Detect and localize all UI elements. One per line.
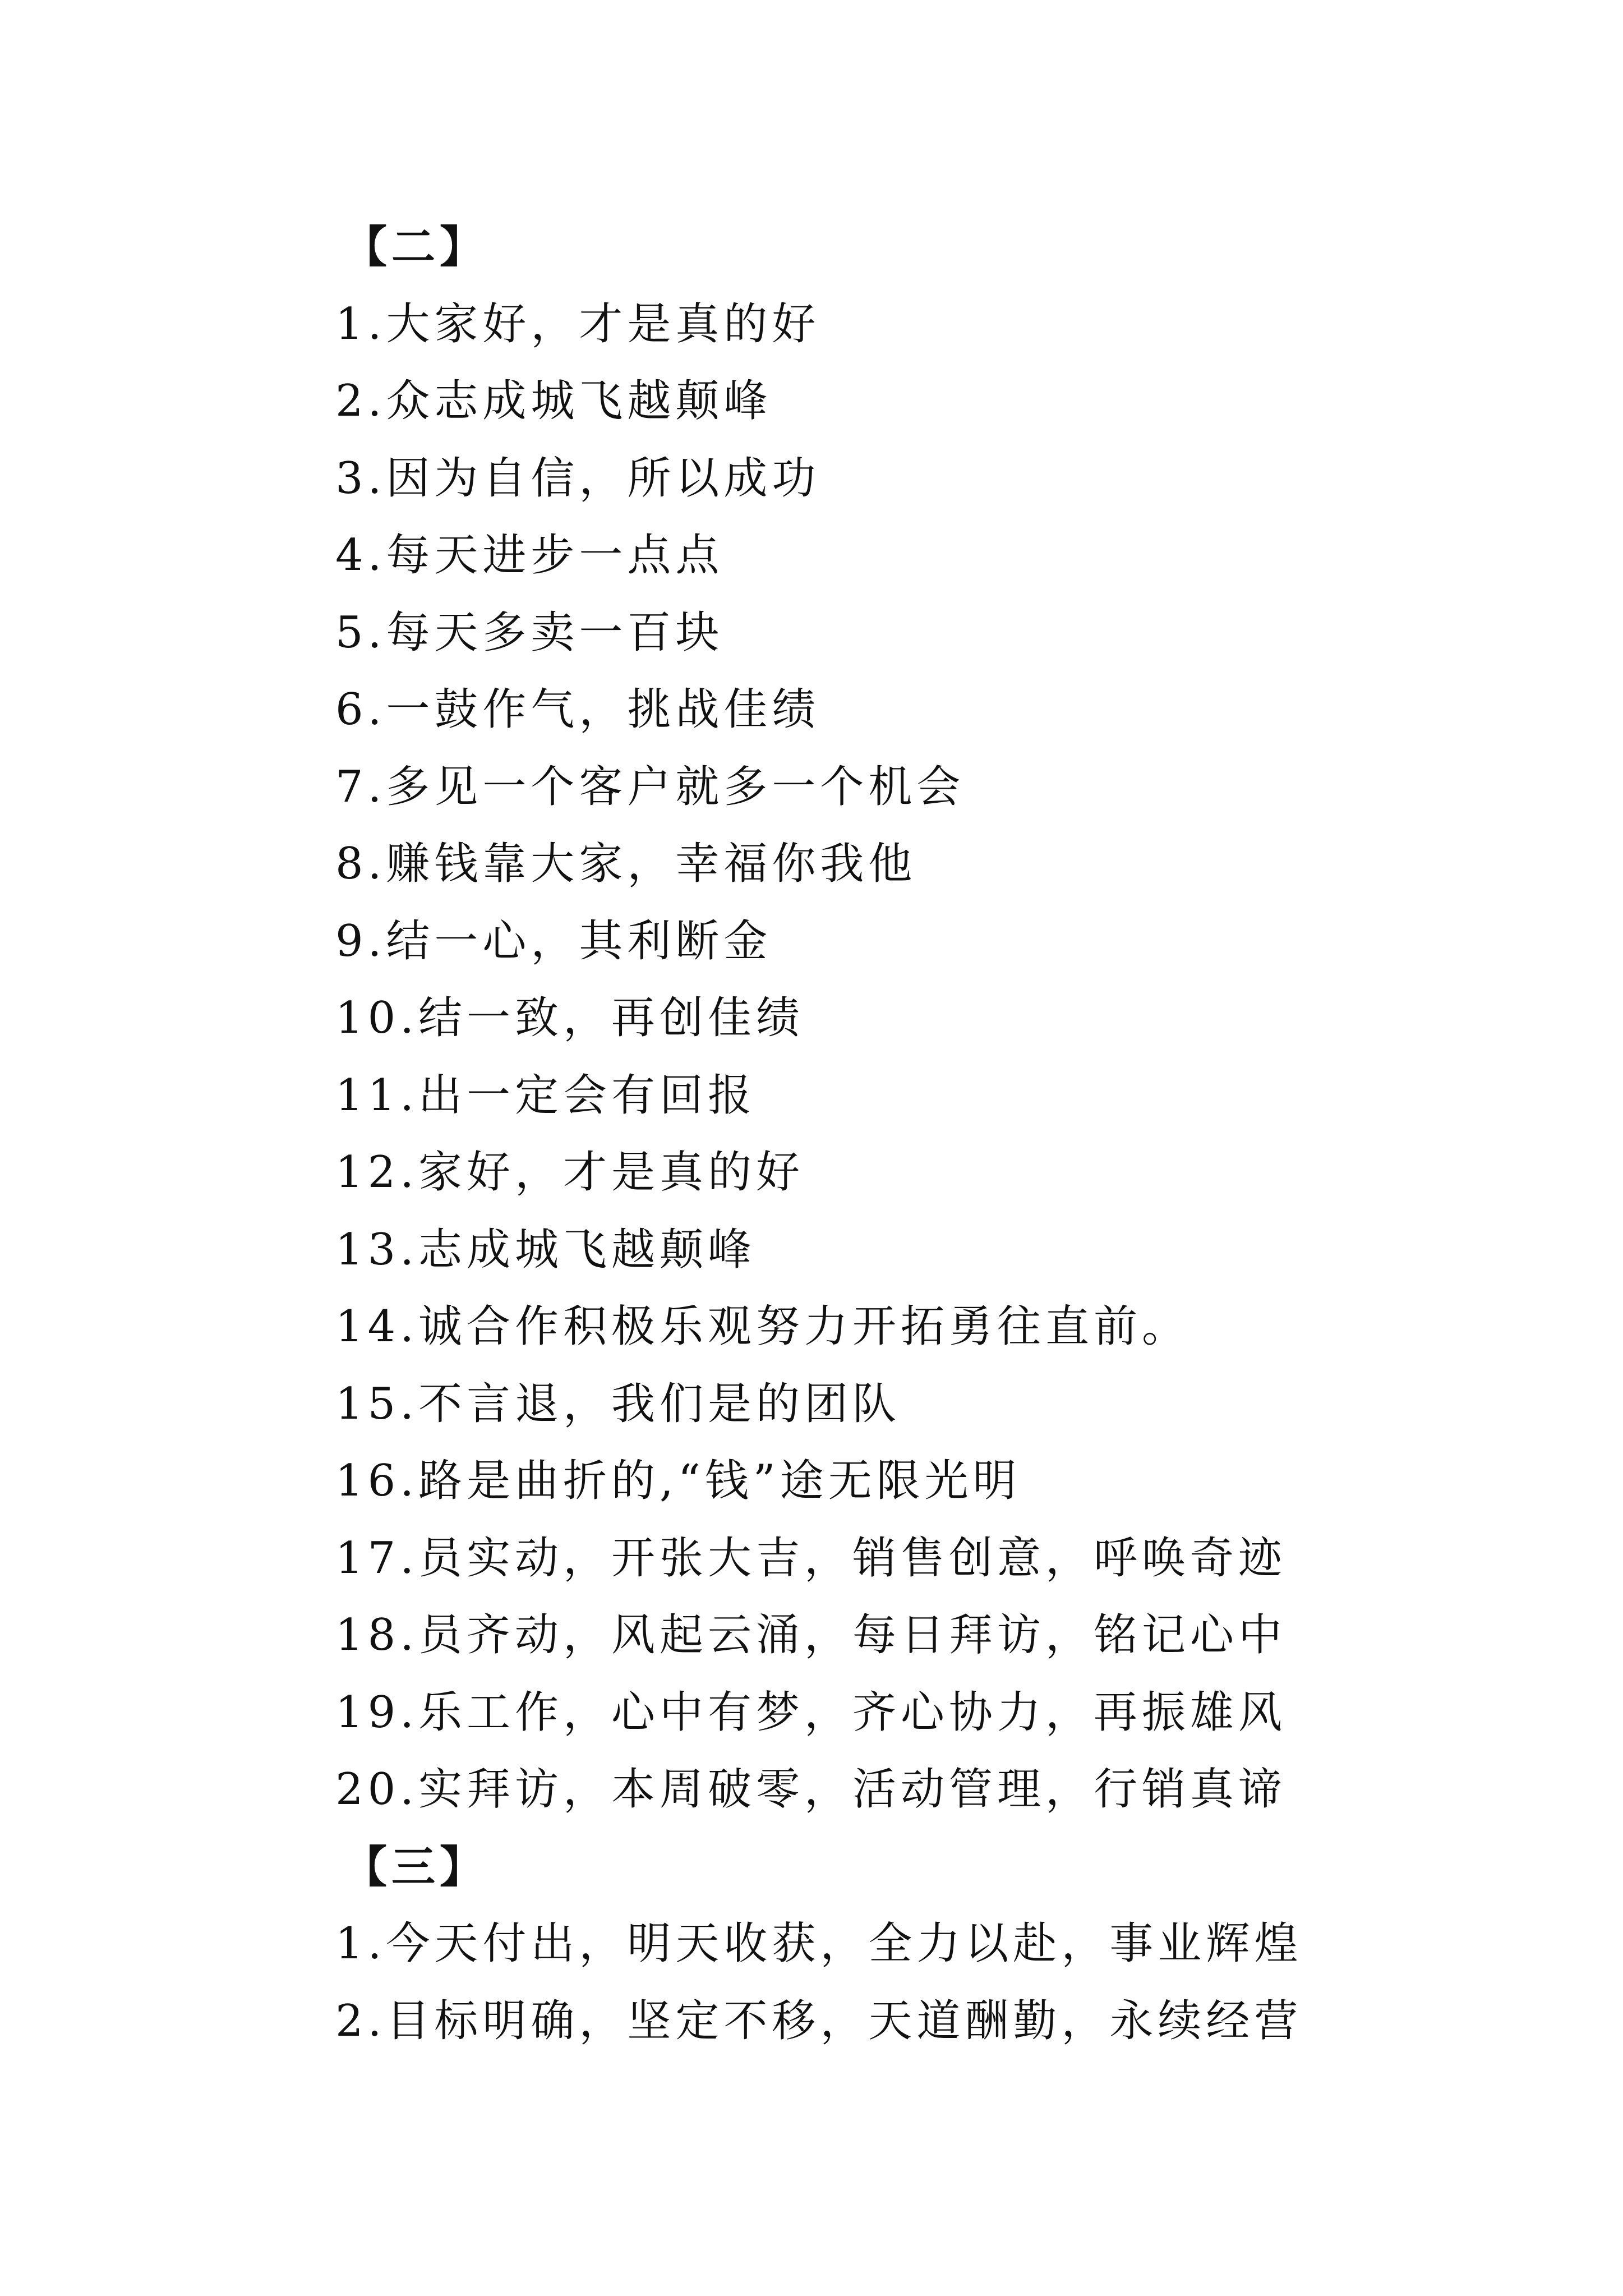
list-item: 18.员齐动，风起云涌，每日拜访，铭记心中 [335,1610,1287,1660]
list-item: 11.出一定会有回报 [335,1070,757,1121]
list-item: 15.不言退，我们是的团队 [335,1378,901,1429]
slogan-list [335,209,1569,2060]
list-item: 7.多见一个客户就多一个机会 [335,761,965,812]
list-item: 10.结一致，再创佳绩 [335,993,805,1043]
list-item: 2.众志成城飞越颠峰 [335,376,772,426]
section-heading-two: 【二】 [343,222,488,273]
list-item: 6.一鼓作气，挑战佳绩 [335,684,820,735]
list-item: 5.每天多卖一百块 [335,607,724,658]
list-item: 13.志成城飞越颠峰 [335,1224,757,1275]
list-item: 3.因为自信，所以成功 [335,453,820,504]
list-item: 16.路是曲折的,“钱”途无限光明 [335,1456,1021,1506]
list-item: 17.员实动，开张大吉，销售创意，呼唤奇迹 [335,1533,1287,1584]
list-item: 19.乐工作，心中有梦，齐心协力，再振雄风 [335,1687,1287,1738]
list-item: 2.目标明确，坚定不移，天道酬勤，永续经营 [335,1995,1303,2046]
list-item: 20.实拜访，本周破零，活动管理，行销真谛 [335,1764,1287,1815]
list-item: 1.今天付出，明天收获，全力以赴，事业辉煌 [335,1918,1303,1969]
list-item: 8.赚钱靠大家，幸福你我他 [335,839,917,889]
list-item: 12.家好，才是真的好 [335,1147,805,1198]
list-item: 14.诚合作积极乐观努力开拓勇往直前。 [335,1301,1191,1352]
section-heading-three: 【三】 [343,1841,488,1893]
list-item: 1.大家好，才是真的好 [335,298,820,349]
list-item: 4.每天进步一点点 [335,530,724,581]
list-item: 9.结一心，其利断金 [335,915,772,967]
